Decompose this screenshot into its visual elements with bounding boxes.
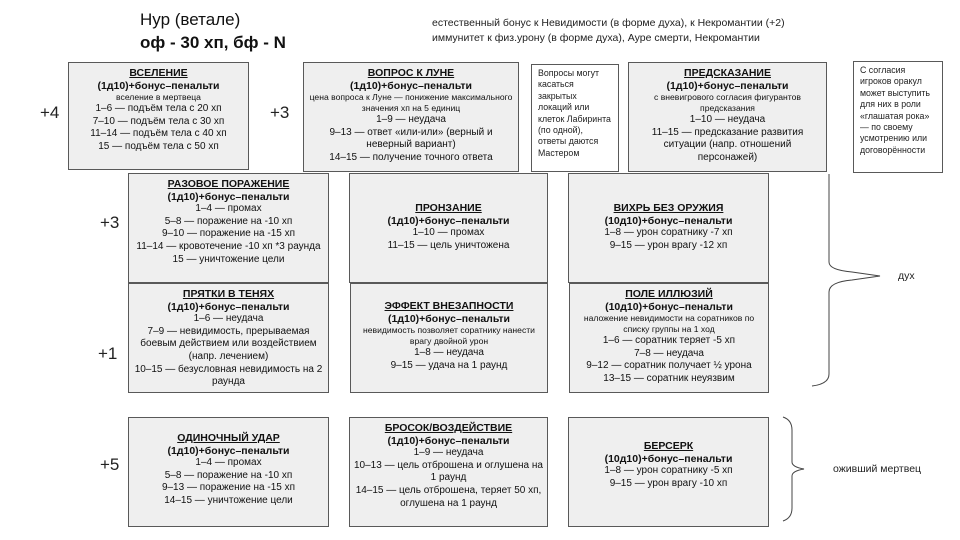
ability-line: 9–15 — удача на 1 раунд [390,359,508,371]
ability-line: 14–15 — уничтожение цели [164,494,293,506]
level-label-1: +4 [40,103,60,122]
ability-formula: (1д10)+бонус–пенальти [97,79,220,92]
ability-formula: (10д10)+бонус–пенальти [605,300,733,313]
ability-line: 1–6 — подъём тела с 20 хп [95,103,222,115]
ability-formula: (1д10)+бонус–пенальти [388,312,510,325]
level-label-4: +1 [98,344,118,363]
ability-line: 11–14 — подъём тела с 40 хп [90,128,227,140]
ability-line: 1–8 — урон соратнику -7 хп [604,227,733,239]
ability-line: 14–15 — получение точного ответа [329,151,493,163]
ability-title: РАЗОВОЕ ПОРАЖЕНИЕ [167,178,290,190]
ability-formula: (1д10)+бонус–пенальти [167,444,290,457]
ability-formula: (1д10)+бонус–пенальти [387,214,510,227]
ability-formula: (1д10)+бонус–пенальти [387,434,510,447]
ability-line: 15 — уничтожение цели [172,253,285,265]
ability-title: ЭФФЕКТ ВНЕЗАПНОСТИ [384,300,514,312]
ability-formula: (10д10)+бонус–пенальти [604,214,733,227]
ability-line: 9–12 — соратник получает ½ урона [586,360,752,372]
ability-line: 9–15 — урон врагу -10 хп [609,477,728,489]
ability-title: ПОЛЕ ИЛЛЮЗИЙ [625,288,713,300]
ability-line: 5–8 — поражение на -10 хп [164,215,293,227]
ability-formula: (10д10)+бонус–пенальти [604,452,733,465]
ability-line: 10–13 — цель отброшена и оглушена на 1 раунд [354,459,543,484]
ability-title: ВСЕЛЕНИЕ [129,67,188,79]
ability-line: 13–15 — соратник неуязвим [603,372,735,384]
ability-line: 1–4 — промах [195,203,262,215]
ability-line: 10–15 — безусловная невидимость на 2 раунда [134,363,323,388]
note-moon-question: Вопросы могут касаться закрытых локаций или клеток Лабиринта (по одной), ответы даются Мастером [531,64,619,172]
side-label-revived: оживший мертвец [833,463,922,475]
ability-line: 7–10 — подъём тела с 30 хп [92,115,225,127]
level-label-3: +3 [100,213,120,232]
ability-title: ПРЯТКИ В ТЕНЯХ [182,288,275,300]
ability-line: наложение невидимости на соратников по списку группы на 1 ход [583,313,755,335]
ability-line: 9–13 — ответ «или-или» (верный и неверный вариант) [329,126,493,151]
note-prophecy: С согласия игроков оракул может выступить для них в роли «глашатая рока» — по своему усмотрению или договорённости [853,61,943,173]
ability-line: 1–4 — промах [195,457,262,469]
ability-line: 1–8 — урон соратнику -5 хп [604,465,733,477]
ability-line: цена вопроса к Луне — понижение максимального значения хп на 5 единиц [309,92,513,114]
ability-line: 1–8 — неудача [414,347,484,359]
level-label-2: +3 [270,103,290,122]
ability-title: ПРОНЗАНИЕ [415,202,482,214]
ability-line: 1–10 — промах [412,227,485,239]
ability-line: 9–10 — поражение на -15 хп [161,228,296,240]
ability-title: ВОПРОС К ЛУНЕ [367,67,455,79]
ability-line: 1–6 — неудача [193,313,264,325]
ability-line: 7–8 — неудача [634,347,704,359]
bonus-line-2: иммунитет к физ.урону (в форме духа), Ауре смерти, Некромантии [432,32,760,44]
brace-revived [783,417,804,521]
ability-line: 9–13 — поражение на -15 хп [161,482,296,494]
ability-line: 11–15 — предсказание развития ситуации (напр. отношений персонажей) [651,126,804,163]
level-label-5: +5 [100,455,120,474]
ability-line: с вневигрового согласия фигурантов предсказания [654,92,801,114]
character-stats: оф - 30 хп, бф - N [140,33,286,52]
ability-line: 5–8 — поражение на -10 хп [164,469,293,481]
ability-line: 1–9 — неудача [376,114,446,126]
character-name: Нур (ветале) [140,10,241,29]
ability-line: вселение в мертвеца [116,92,201,103]
ability-formula: (1д10)+бонус–пенальти [167,190,290,203]
ability-line: 11–15 — цель уничтожена [387,239,510,251]
ability-line: 9–15 — урон врагу -12 хп [609,239,728,251]
bonus-line-1: естественный бонус к Невидимости (в форме духа), к Некромантии (+2) [432,17,785,29]
ability-title: ОДИНОЧНЫЙ УДАР [177,432,280,444]
ability-title: ВИХРЬ БЕЗ ОРУЖИЯ [613,202,724,214]
brace-spirit [812,174,880,386]
side-label-spirit: дух [898,270,915,282]
ability-line: 1–9 — неудача [413,447,484,459]
ability-line: 7–9 — невидимость, прерываемая боевым действием или воздействием (напр. лечением) [140,325,317,362]
ability-line: 11–14 — кровотечение -10 хп *3 раунда [136,240,321,252]
ability-title: ПРЕДСКАЗАНИЕ [684,67,771,79]
ability-formula: (1д10)+бонус–пенальти [350,79,472,92]
ability-line: 15 — подъём тела с 50 хп [98,140,219,152]
ability-formula: (1д10)+бонус–пенальти [167,300,290,313]
ability-line: 1–10 — неудача [689,114,766,126]
ability-line: 14–15 — цель отброшена, теряет 50 хп, оглушена на 1 раунд [355,484,542,509]
ability-title: БЕРСЕРК [643,440,694,452]
ability-title: БРОСОК/ВОЗДЕЙСТВИЕ [384,422,513,434]
ability-line: 1–6 — соратник теряет -5 хп [602,335,736,347]
ability-line: невидимость позволяет соратнику нанести врагу двойной урон [363,325,535,347]
ability-formula: (1д10)+бонус–пенальти [666,79,789,92]
